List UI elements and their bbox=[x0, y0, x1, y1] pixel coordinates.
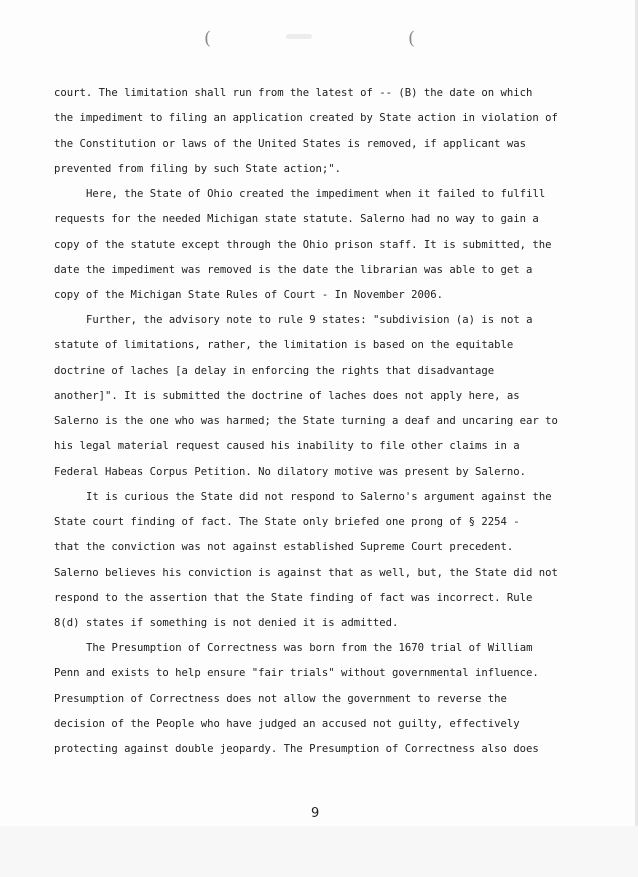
text-line: copy of the statute except through the Ohio prison staff. It is submitted, the bbox=[54, 239, 552, 251]
hole-punch-mark-left: ( bbox=[204, 28, 212, 49]
text-line: the impediment to filing an application created by State action in violation of bbox=[54, 112, 558, 124]
text-line: Federal Habeas Corpus Petition. No dilatory motive was present by Salerno. bbox=[54, 466, 526, 478]
text-line: court. The limitation shall run from the latest of -- (B) the date on which bbox=[54, 87, 533, 99]
text-line: another]". It is submitted the doctrine of laches does not apply here, as bbox=[54, 390, 520, 402]
text-line: Salerno believes his conviction is against that as well, but, the State did not bbox=[54, 567, 558, 579]
hole-punch-mark-right: ( bbox=[408, 28, 416, 49]
text-line: Salerno is the one who was harmed; the State turning a deaf and uncaring ear to bbox=[54, 415, 558, 427]
text-line: that the conviction was not against established Supreme Court precedent. bbox=[54, 541, 514, 553]
text-line: The Presumption of Correctness was born from the 1670 trial of William bbox=[86, 642, 533, 654]
text-line: State court finding of fact. The State only briefed one prong of § 2254 - bbox=[54, 516, 520, 528]
text-line: respond to the assertion that the State finding of fact was incorrect. Rule bbox=[54, 592, 533, 604]
text-line: statute of limitations, rather, the limitation is based on the equitable bbox=[54, 339, 514, 351]
scan-footer-shade bbox=[0, 826, 638, 877]
text-line: doctrine of laches [a delay in enforcing the rights that disadvantage bbox=[54, 365, 495, 377]
text-line: the Constitution or laws of the United States is removed, if applicant was bbox=[54, 138, 526, 150]
text-line: copy of the Michigan State Rules of Court - In November 2006. bbox=[54, 289, 444, 301]
text-line: Further, the advisory note to rule 9 states: "subdivision (a) is not a bbox=[86, 314, 533, 326]
text-line: 8(d) states if something is not denied it is admitted. bbox=[54, 617, 399, 629]
text-line: his legal material request caused his inability to file other claims in a bbox=[54, 440, 520, 452]
text-line: Presumption of Correctness does not allow the government to reverse the bbox=[54, 693, 507, 705]
page-number: 9 bbox=[311, 806, 320, 821]
text-line: date the impediment was removed is the date the librarian was able to get a bbox=[54, 264, 533, 276]
text-line: Here, the State of Ohio created the impediment when it failed to fulfill bbox=[86, 188, 546, 200]
text-line: Penn and exists to help ensure "fair trials" without governmental influence. bbox=[54, 667, 539, 679]
text-line: It is curious the State did not respond to Salerno's argument against the bbox=[86, 491, 552, 503]
text-line: requests for the needed Michigan state statute. Salerno had no way to gain a bbox=[54, 213, 539, 225]
text-line: decision of the People who have judged an accused not guilty, effectively bbox=[54, 718, 520, 730]
text-line: prevented from filing by such State action;". bbox=[54, 163, 342, 175]
text-line: protecting against double jeopardy. The Presumption of Correctness also does bbox=[54, 743, 539, 755]
